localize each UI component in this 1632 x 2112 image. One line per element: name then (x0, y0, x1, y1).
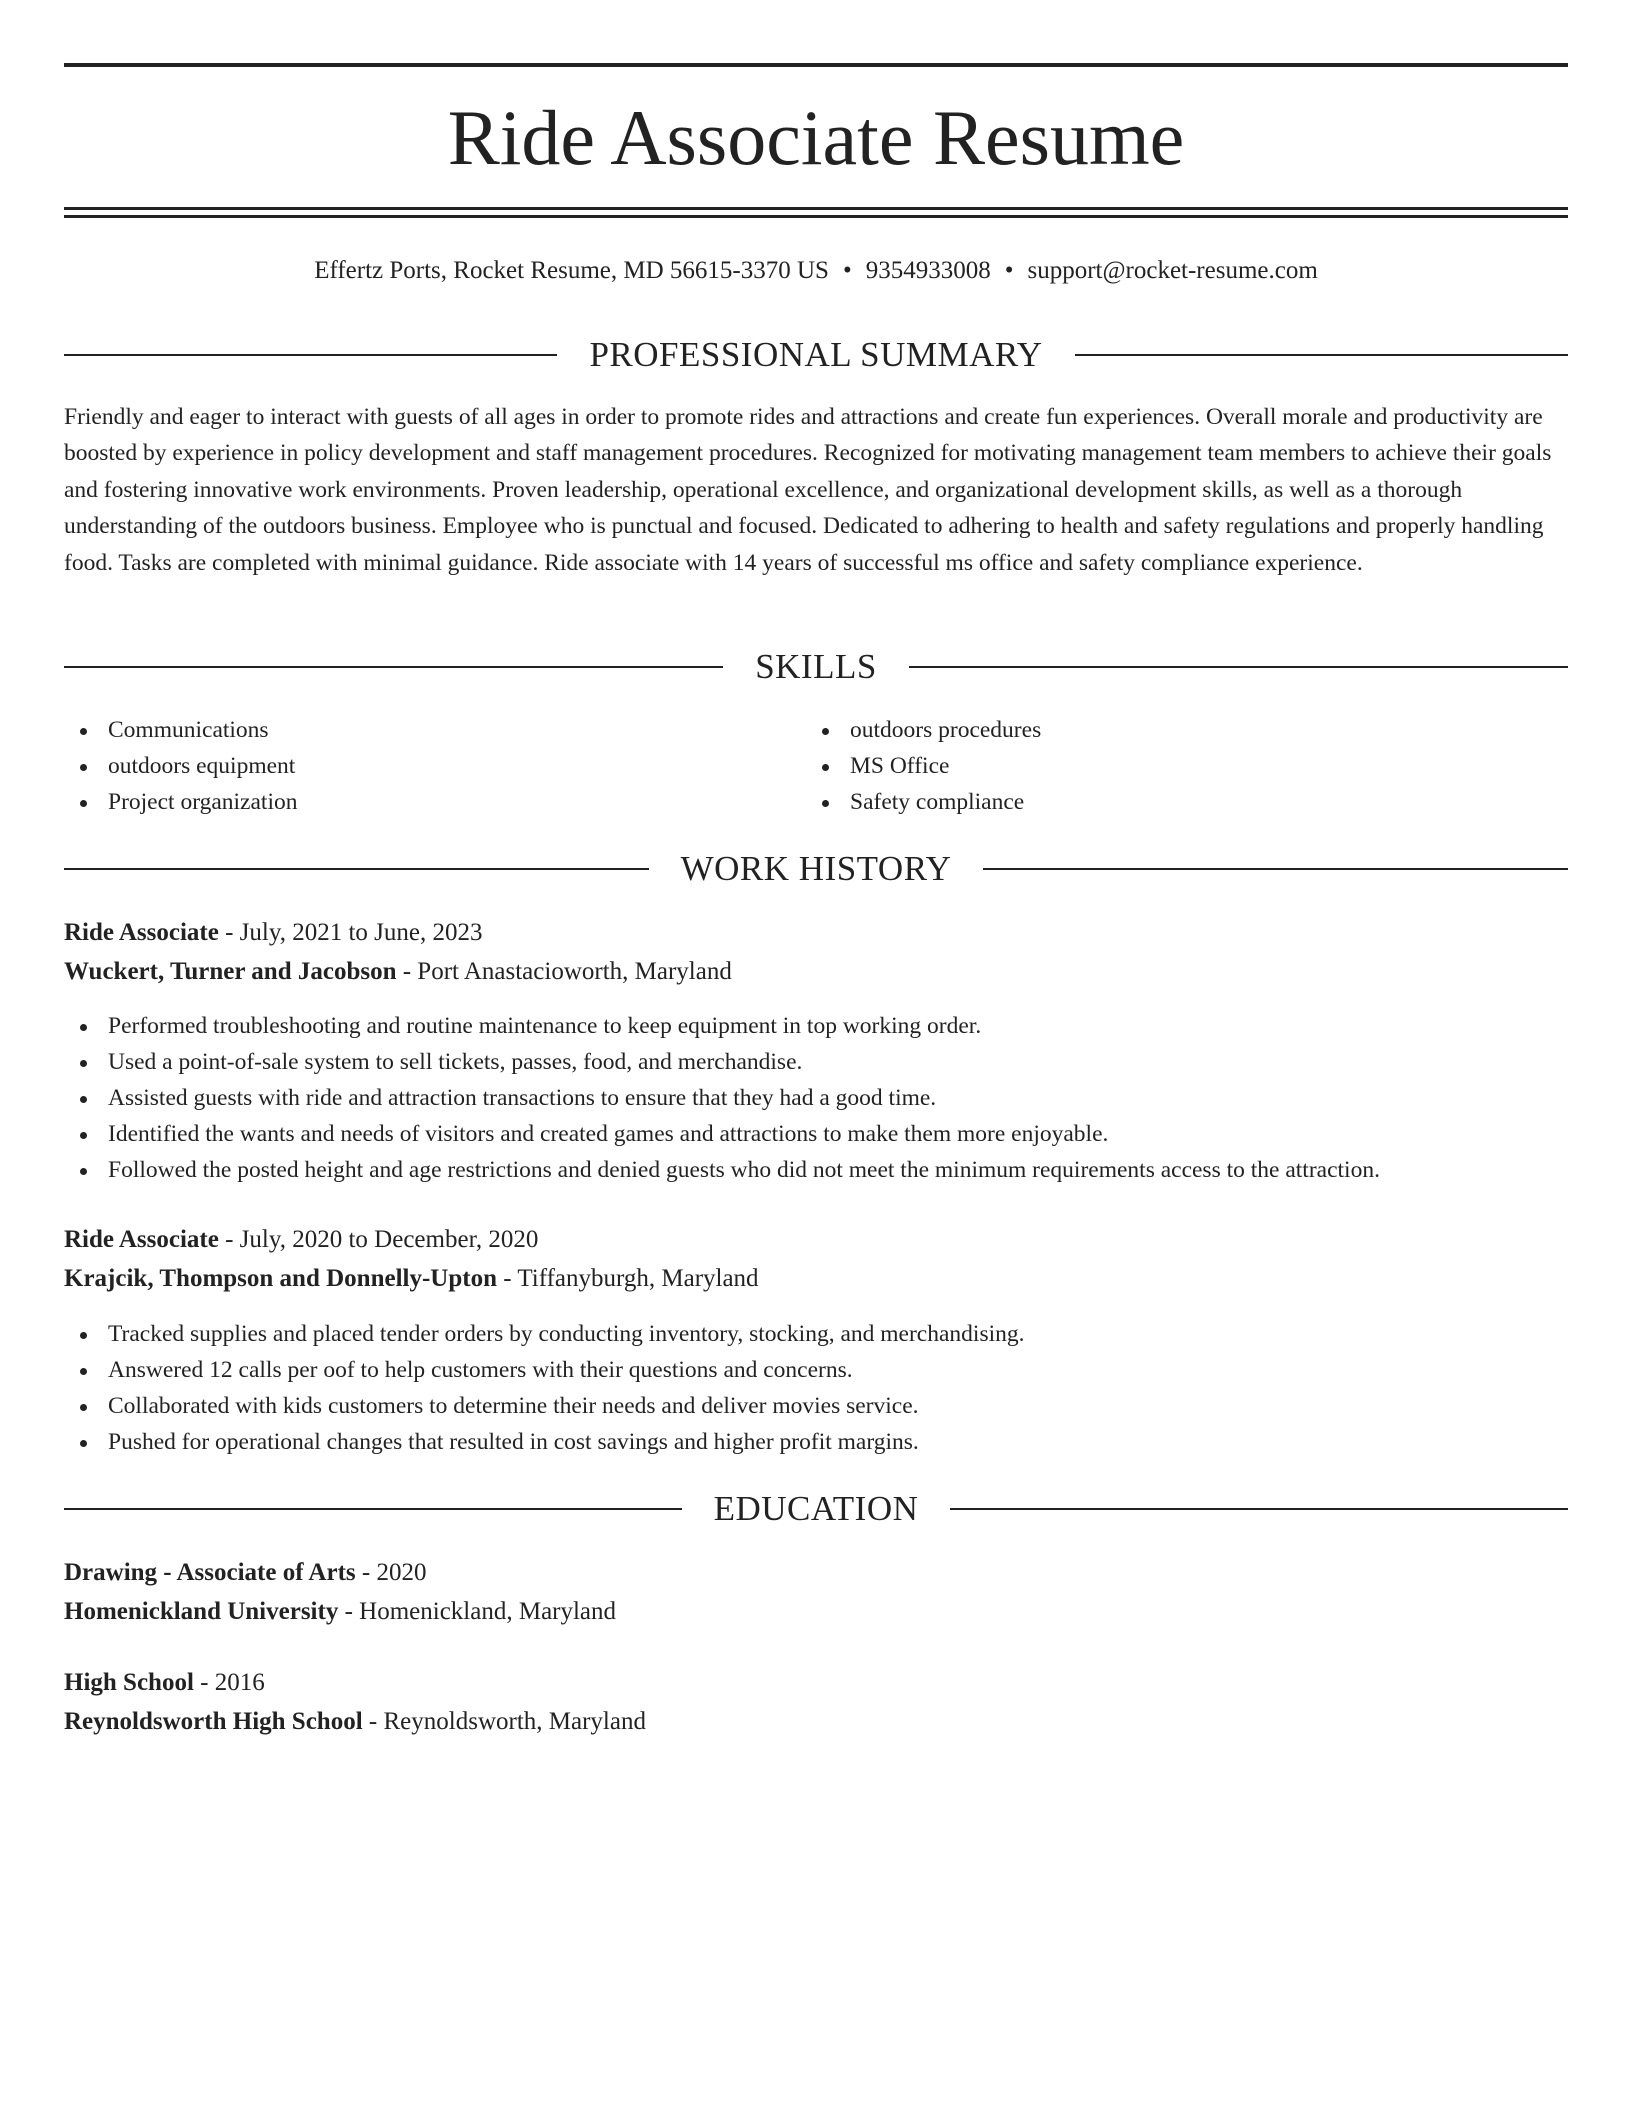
education-year: - 2020 (355, 1559, 427, 1586)
section-title: PROFESSIONAL SUMMARY (589, 335, 1043, 374)
skill-item: outdoors equipment (64, 748, 806, 784)
education-school-line (64, 1704, 1568, 1740)
job-bullet: Performed troubleshooting and routine maintenance to keep equipment in top working order. (64, 1008, 1568, 1044)
section-heading-skills (64, 644, 1568, 690)
job-bullet: Identified the wants and needs of visitors and created games and attractions to make them more enjoyable. (64, 1116, 1568, 1152)
section-heading-work (64, 846, 1568, 892)
education-location: - Homenickland, Maryland (338, 1598, 617, 1625)
education-degree: Drawing - Associate of Arts (64, 1559, 356, 1586)
section-heading-education (64, 1486, 1568, 1532)
job-location: - Tiffanyburgh, Maryland (496, 1265, 759, 1292)
header-double-rule-lower (64, 215, 1568, 218)
job-bullet: Answered 12 calls per oof to help customers with their questions and concerns. (64, 1352, 1568, 1388)
job-bullets (64, 1316, 1568, 1460)
job-title: Ride Associate (64, 1226, 219, 1253)
job-bullet: Followed the posted height and age restrictions and denied guests who did not meet the minimum requirements access to the attraction. (64, 1152, 1568, 1188)
contact-address: Effertz Ports, Rocket Resume, MD 56615-3370 US (314, 257, 829, 284)
education-degree-line (64, 1665, 1568, 1701)
job-dates: - July, 2021 to June, 2023 (218, 919, 483, 946)
education-year: - 2016 (193, 1669, 265, 1696)
education-degree: High School (64, 1669, 194, 1696)
header-double-rule-upper (64, 207, 1568, 210)
job-company: Krajcik, Thompson and Donnelly-Upton (64, 1265, 497, 1292)
contact-email: support@rocket-resume.com (1027, 257, 1318, 284)
summary-text: Friendly and eager to interact with guests of all ages in order to promote rides and attractions and create fun experiences. Overall morale and productivity are boosted by experience in policy development and staff management procedures. Recognized for motivating management team members to achieve their goals and fostering innovative work environments. Proven leadership, operational excellence, and organizational development skills, as well as a thorough understanding of the outdoors business. Employee who is punctual and focused. Dedicated to adhering to health and safety regulations and properly handling food. Tasks are completed with minimal guidance. Ride associate with 14 years of successful ms office and safety compliance experience. (64, 404, 1552, 576)
heading-rule (64, 354, 557, 356)
job-dates: - July, 2020 to December, 2020 (218, 1226, 539, 1253)
job-company-line (64, 1261, 1568, 1297)
education-school: Reynoldsworth High School (64, 1708, 363, 1735)
section-title: SKILLS (755, 647, 877, 686)
job-title-line (64, 1222, 1568, 1258)
skills-list (64, 712, 1568, 820)
section-title: WORK HISTORY (680, 849, 952, 888)
skill-item: Project organization (64, 784, 806, 820)
resume-title: Ride Associate Resume (447, 94, 1185, 181)
job-bullet: Collaborated with kids customers to determine their needs and deliver movies service. (64, 1388, 1568, 1424)
heading-rule (983, 868, 1568, 870)
education-location: - Reynoldsworth, Maryland (362, 1708, 646, 1735)
heading-rule (950, 1508, 1568, 1510)
heading-rule (64, 1508, 682, 1510)
skill-item: MS Office (806, 748, 1548, 784)
education-school-line (64, 1594, 1568, 1630)
section-heading-summary (64, 332, 1568, 378)
skills-column-right (806, 712, 1548, 820)
skill-item: Safety compliance (806, 784, 1548, 820)
contact-line (64, 254, 1568, 288)
job-title-line (64, 915, 1568, 951)
contact-separator: • (1004, 257, 1014, 284)
skill-item: Communications (64, 712, 806, 748)
header-top-rule (64, 63, 1568, 67)
job-bullet: Pushed for operational changes that resulted in cost savings and higher profit margins. (64, 1424, 1568, 1460)
heading-rule (64, 868, 649, 870)
job-bullet: Used a point-of-sale system to sell tickets, passes, food, and merchandise. (64, 1044, 1568, 1080)
education-degree-line (64, 1555, 1568, 1591)
heading-rule (909, 666, 1568, 668)
job-bullets (64, 1008, 1568, 1188)
heading-rule (1075, 354, 1568, 356)
job-bullet: Assisted guests with ride and attraction transactions to ensure that they had a good time. (64, 1080, 1568, 1116)
job-company: Wuckert, Turner and Jacobson (64, 958, 397, 985)
section-title: EDUCATION (713, 1489, 919, 1528)
contact-separator: • (842, 257, 852, 284)
contact-phone: 9354933008 (865, 257, 991, 284)
job-location: - Port Anastacioworth, Maryland (396, 958, 732, 985)
education-school: Homenickland University (64, 1598, 339, 1625)
job-company-line (64, 954, 1568, 990)
heading-rule (64, 666, 723, 668)
job-bullet: Tracked supplies and placed tender orders by conducting inventory, stocking, and merchandising. (64, 1316, 1568, 1352)
skill-item: outdoors procedures (806, 712, 1548, 748)
job-title: Ride Associate (64, 919, 219, 946)
skills-column-left (64, 712, 806, 820)
